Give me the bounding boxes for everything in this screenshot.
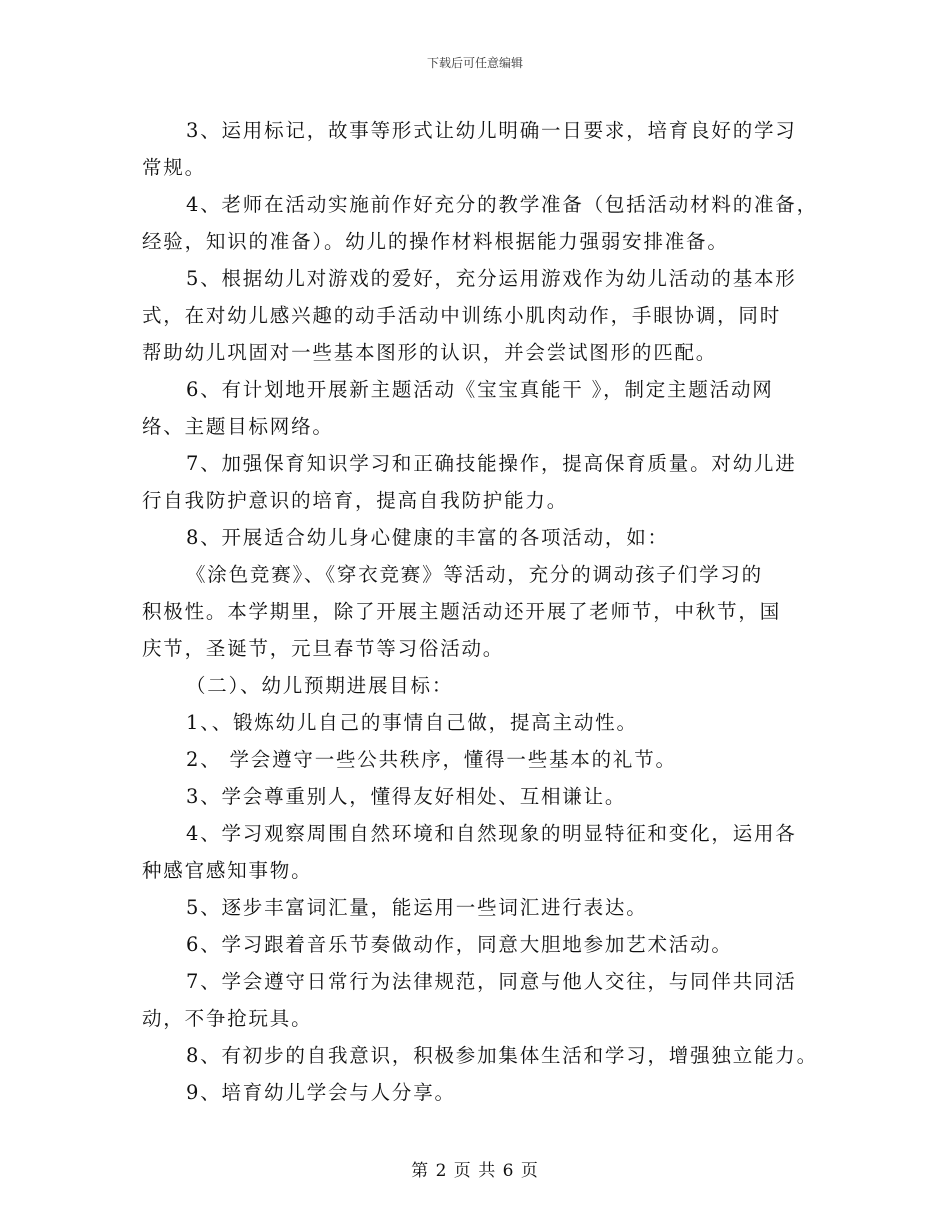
paragraph-line: 经验，知识的准备）。幼儿的操作材料根据能力强弱安排准备。 — [142, 230, 729, 253]
paragraph-line: 6、有计划地开展新主题活动《宝宝真能干 》，制定主题活动网 — [186, 378, 774, 401]
paragraph-line: 种感官感知事物。 — [142, 859, 313, 882]
paragraph-line: 常规。 — [142, 156, 206, 179]
paragraph-line: 1、、锻炼幼儿自己的事情自己做，提高主动性。 — [186, 711, 638, 734]
paragraph-line: 《涂色竞赛》、《穿衣竞赛》等活动，充分的调动孩子们学习的 — [186, 563, 763, 586]
paragraph-line: 4、老师在活动实施前作好充分的教学准备（包括活动材料的准备， — [186, 193, 818, 216]
paragraph-line: 7、加强保育知识学习和正确技能操作，提高保育质量。对幼儿进 — [186, 452, 797, 475]
paragraph-line: 8、有初步的自我意识，积极参加集体生活和学习，增强独立能力。 — [186, 1044, 818, 1067]
paragraph-line: 3、运用标记，故事等形式让幼儿明确一日要求，培育良好的学习 — [186, 119, 797, 142]
paragraph-line: 6、学习跟着音乐节奏做动作，同意大胆地参加艺术活动。 — [186, 933, 733, 956]
paragraph-line: 9、培育幼儿学会与人分享。 — [186, 1081, 456, 1104]
paragraph-line: 8、开展适合幼儿身心健康的丰富的各项活动，如： — [186, 526, 669, 549]
paragraph-line: 7、学会遵守日常行为法律规范，同意与他人交往，与同伴共同活 — [186, 970, 797, 993]
document-body — [142, 112, 822, 1111]
paragraph-line: 式，在对幼儿感兴趣的动手活动中训练小肌肉动作，手眼协调，同时 — [142, 304, 782, 327]
paragraph-line: 积极性。本学期里，除了开展主题活动还开展了老师节，中秋节，国 — [142, 600, 782, 623]
page-header: 下载后可任意编辑 — [426, 56, 523, 70]
paragraph-line: 庆节，圣诞节，元旦春节等习俗活动。 — [142, 637, 505, 660]
paragraph-line: 帮助幼儿巩固对一些基本图形的认识，并会尝试图形的匹配。 — [142, 341, 718, 364]
paragraph-line: 5、根据幼儿对游戏的爱好，充分运用游戏作为幼儿活动的基本形 — [186, 267, 797, 290]
paragraph-line: 动，不争抢玩具。 — [142, 1007, 313, 1030]
paragraph-line: 行自我防护意识的培育，提高自我防护能力。 — [142, 489, 569, 512]
paragraph-line: 络、主题目标网络。 — [142, 415, 334, 438]
paragraph-line: 5、逐步丰富词汇量，能运用一些词汇进行表达。 — [186, 896, 648, 919]
page-footer: 第 2 页 共 6 页 — [411, 1161, 539, 1181]
paragraph-line: 2、 学会遵守一些公共秩序，懂得一些基本的礼节。 — [186, 748, 677, 771]
paragraph-line: 4、学习观察周围自然环境和自然现象的明显特征和变化，运用各 — [186, 822, 797, 845]
paragraph-line: 3、学会尊重别人，懂得友好相处、互相谦让。 — [186, 785, 627, 808]
paragraph-line: （二）、幼儿预期进展目标： — [186, 674, 454, 697]
